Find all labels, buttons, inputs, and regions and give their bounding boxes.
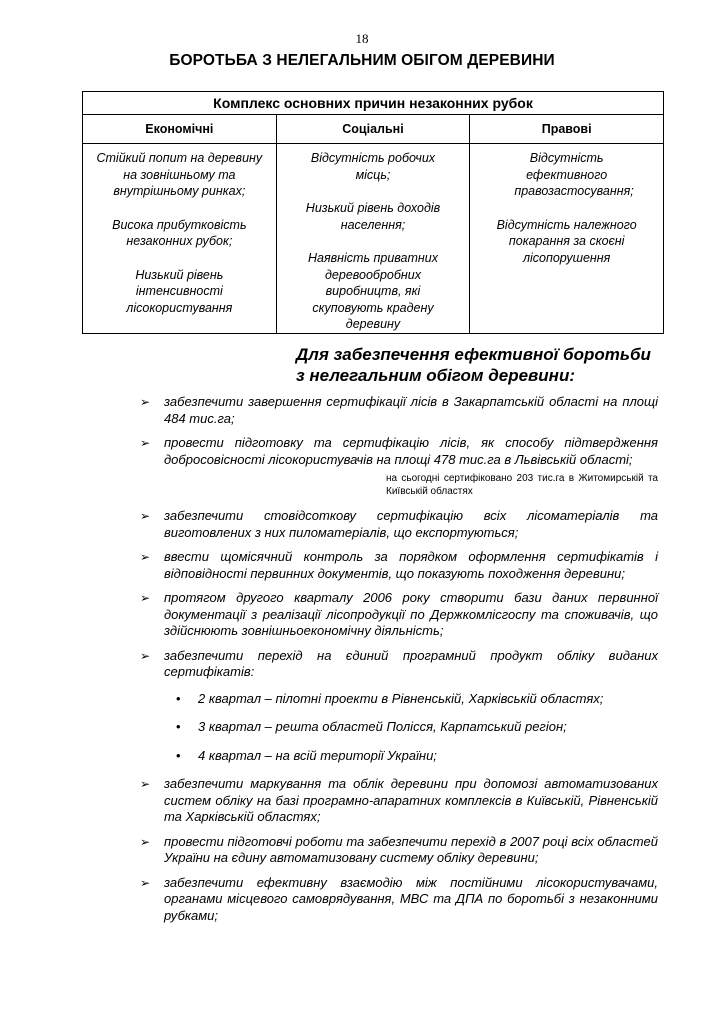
footnote: на сьогодні сертифіковано 203 тис.га в Житомирській та Київській областях (386, 473, 658, 497)
arrow-bullet-icon: ➢ (140, 509, 151, 523)
list-item-text: ввести щомісячний контроль за порядком оформлення сертифікатів і відповідності первинних документів, що показують походження деревини; (164, 549, 658, 581)
list-item (140, 590, 658, 640)
arrow-bullet-icon: ➢ (140, 777, 151, 791)
list-item-text: забезпечити маркування та облік деревини при допомозі автоматизованих систем обліку на базі програмно-апаратних комплексів в Київській, Рівненській та Харківській областях; (164, 776, 658, 824)
causes-table (82, 91, 664, 334)
list-item (140, 875, 658, 925)
list-item (140, 834, 658, 867)
column-cell-economic (83, 144, 277, 334)
list-item (140, 549, 658, 582)
column-heading-social: Соціальні (276, 115, 470, 144)
arrow-bullet-icon: ➢ (140, 834, 151, 849)
list-item-text: забезпечити стовідсоткову сертифікацію всіх лісоматеріалів та виготовлених з них пиломатеріалів, що експортуються; (164, 508, 658, 540)
arrow-bullet-icon: ➢ (140, 875, 151, 890)
table-header: Комплекс основних причин незаконних рубок (83, 92, 664, 115)
list-item-text: провести підготовчі роботи та забезпечити перехід в 2007 році всіх областей України на єдину автоматизовану систему обліку деревини; (164, 833, 658, 865)
list-item-text: забезпечити перехід на єдиний програмний продукт обліку виданих сертифікатів: (164, 647, 658, 679)
cause-item: Низький рівень доходів населення; (305, 201, 441, 232)
column-cell-social (276, 144, 470, 334)
sub-list-item (164, 691, 658, 708)
arrow-bullet-icon: ➢ (140, 395, 151, 409)
bullet-icon: • (176, 690, 181, 706)
arrow-bullet-icon: ➢ (140, 436, 151, 450)
sub-list-item (164, 748, 658, 765)
list-item-text: провести підготовку та сертифікацію лісів, як способу підтвердження добросовісності лісокористувачів на площі 478 тис.га в Львівській області; (164, 435, 658, 467)
section-subtitle (296, 344, 651, 386)
column-cell-legal (470, 144, 664, 334)
sub-list-item-text: 2 квартал – пілотні проекти в Рівненській, Харківській областях; (198, 690, 604, 706)
bullet-icon: • (176, 719, 181, 734)
cause-item: Висока прибутковість незаконних рубок; (112, 217, 247, 248)
arrow-bullet-icon: ➢ (140, 550, 151, 564)
list-item-text: забезпечити ефективну взаємодію між постійними лісокористувачами, органами місцевого самоврядування, МВС та ДПА по боротьбі з незаконними рубками; (164, 874, 658, 923)
cause-item: Відсутність належного покарання за скоєні лісопорушення (496, 217, 637, 265)
arrow-bullet-icon: ➢ (140, 648, 151, 663)
list-item (140, 394, 658, 427)
cause-item: Наявність приватних деревообробних виробництв, які скуповують крадену деревину (307, 251, 438, 331)
sub-list-item-text: 3 квартал – решта областей Полісся, Карпатський регіон; (198, 719, 567, 734)
quarters-list (164, 691, 658, 765)
list-item (140, 648, 658, 765)
list-item (140, 776, 658, 826)
sub-list-item (164, 719, 658, 736)
list-item (140, 508, 658, 541)
page-number: 18 (355, 31, 369, 46)
list-item-text: протягом другого кварталу 2006 року створити бази даних первинної документації з реалізації лісопродукції по Держкомлісгоспу та споживачів, що здійснюють зовнішньоекономічну діяльність; (164, 590, 658, 638)
cause-item: Стійкий попит на деревину на зовнішньому та внутрішньому ринках; (96, 151, 263, 198)
page-title: БОРОТЬБА З НЕЛЕГАЛЬНИМ ОБІГОМ ДЕРЕВИНИ (169, 52, 555, 69)
cause-item: Низький рівень інтенсивності лісокористування (126, 267, 233, 315)
column-heading-legal: Правові (470, 115, 664, 144)
list-item-text: забезпечити завершення сертифікації лісів в Закарпатській області на площі 484 тис.га; (164, 394, 658, 426)
measures-list (140, 394, 658, 932)
cause-item: Відсутність робочих місць; (310, 151, 436, 182)
column-heading-economic: Економічні (83, 115, 277, 144)
cause-item: Відсутність ефективного правозастосування; (514, 151, 634, 198)
subtitle-line: Для забезпечення ефективної боротьби (296, 345, 651, 364)
subtitle-line: з нелегальним обігом деревини: (296, 366, 575, 385)
sub-list-item-text: 4 квартал – на всій території України; (198, 747, 437, 763)
list-item (140, 435, 658, 498)
arrow-bullet-icon: ➢ (140, 591, 151, 605)
bullet-icon: • (176, 747, 181, 763)
